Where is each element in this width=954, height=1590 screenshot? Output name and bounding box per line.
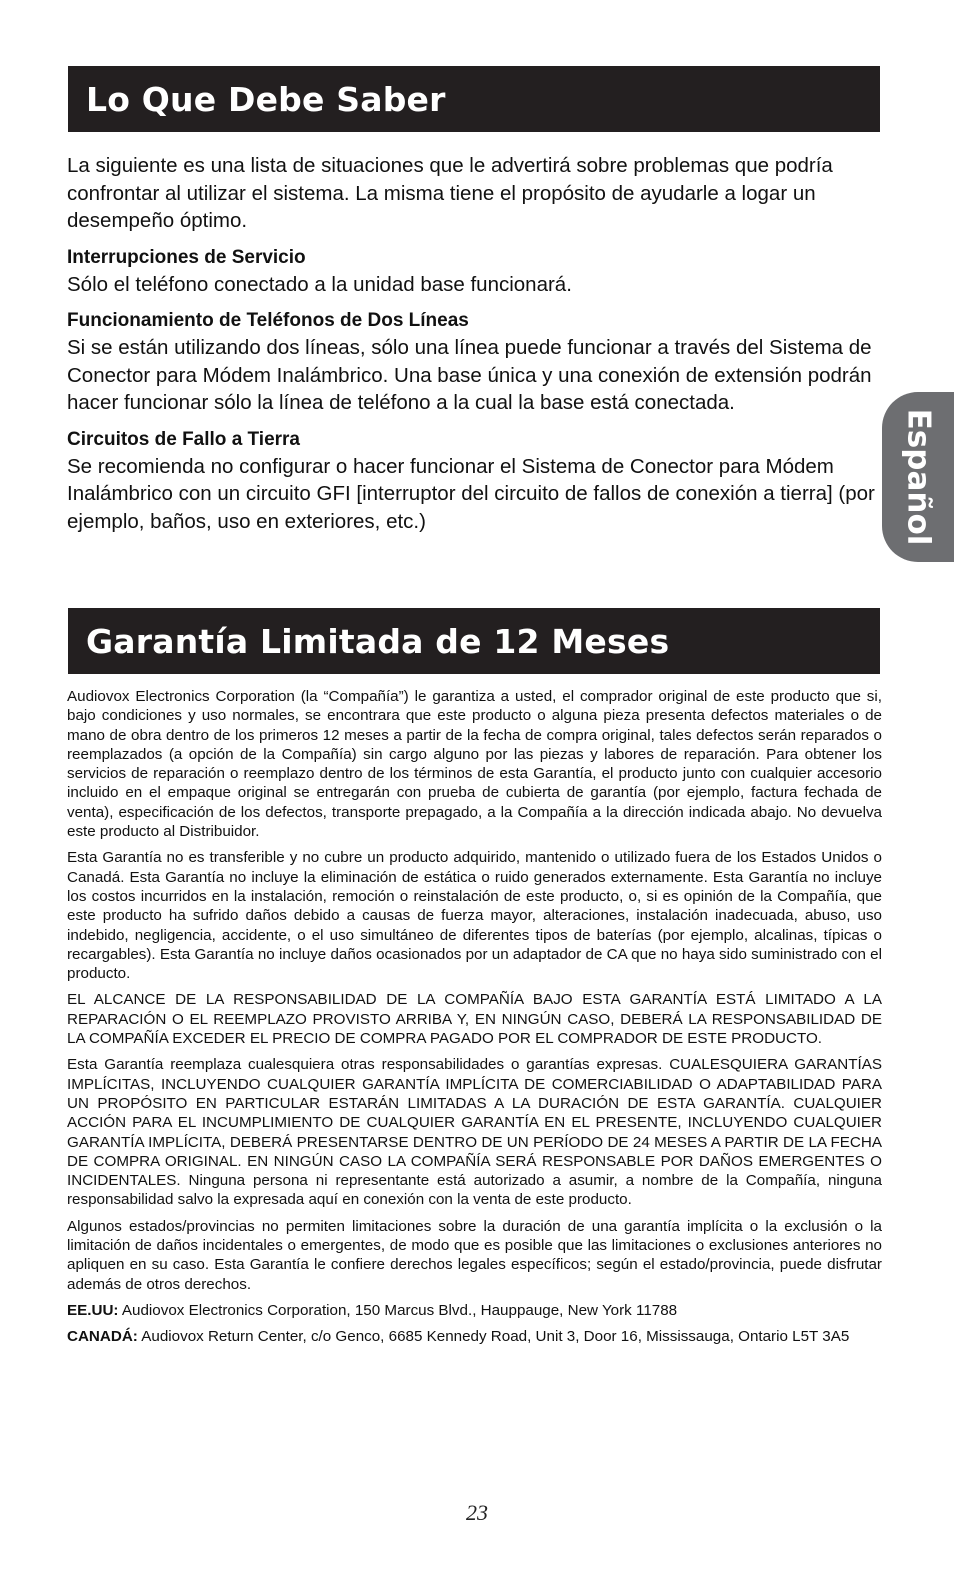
language-tab-label: Español bbox=[900, 408, 937, 546]
warranty-paragraph: Audiovox Electronics Corporation (la “Compañía”) le garantiza a usted, el comprador original de este producto que si, bajo condiciones y uso normales, se encontrara que este producto o alguna pieza presenta defectos materiales o de mano de obra dentro de los primeros 12 meses a partir de la fecha de compra original, tales defectos serán reparados o reemplazados (a opción de la Compañía) sin cargo alguno por las piezas y labores de reparación. Para obtener los servicios de reparación o reemplazo dentro de los términos de esta Garantía, el producto junto con cualquier accesorio incluido en el empaque original se entregarán con prueba de cubierta de garantía (por ejemplo, factura fechada de venta), especificación de los defectos, transporte prepagado, a la Compañía a la dirección indicada abajo. No devuelva este producto al Distribuidor. bbox=[67, 688, 882, 841]
section-header-bar bbox=[68, 66, 880, 132]
address-text: Audiovox Electronics Corporation, 150 Marcus Blvd., Hauppauge, New York 11788 bbox=[121, 1301, 678, 1319]
notice-item bbox=[67, 427, 882, 536]
address-label: EE.UU: bbox=[67, 1301, 119, 1319]
section-title: Lo Que Debe Saber bbox=[86, 79, 446, 119]
address-label: CANADÁ: bbox=[67, 1328, 138, 1346]
what-to-know-section bbox=[67, 152, 882, 545]
notice-heading: Funcionamiento de Teléfonos de Dos Líneas bbox=[67, 310, 469, 331]
page-number: 23 bbox=[466, 1500, 488, 1525]
address-usa bbox=[67, 1301, 882, 1320]
notice-text: Si se están utilizando dos líneas, sólo una línea puede funcionar a través del Sistema de Conector para Módem Inalámbrico. Una base única y una conexión de extensión podrán hacer funcionar sólo la línea de teléfono a la cual la base está conectada. bbox=[67, 336, 872, 414]
notice-heading: Circuitos de Fallo a Tierra bbox=[67, 428, 301, 450]
address-canada bbox=[67, 1327, 882, 1346]
warranty-paragraph: EL ALCANCE DE LA RESPONSABILIDAD DE LA COMPAÑÍA BAJO ESTA GARANTÍA ESTÁ LIMITADO A LA REPARACIÓN O EL REEMPLAZO PROVISTO ARRIBA Y, EN NINGÚN CASO, DEBERÁ LA RESPONSABILIDAD DE LA COMPAÑÍA EXCEDER EL PRECIO DE COMPRA PAGADO POR EL COMPRADOR DE ESTE PRODUCTO. bbox=[67, 991, 882, 1048]
notice-text: Sólo el teléfono conectado a la unidad base funcionará. bbox=[67, 272, 572, 296]
notice-text: Se recomienda no configurar o hacer funcionar el Sistema de Conector para Módem Inalámbrico con un circuito GFI [interruptor del circuito de fallos de conexión a tierra] (por ejemplo, baños, uso en exteriores, etc.) bbox=[67, 454, 875, 533]
language-side-tab bbox=[882, 392, 954, 562]
warranty-paragraph: Algunos estados/provincias no permiten limitaciones sobre la duración de una garantía implícita o la exclusión o la limitación de daños incidentales o emergentes, de modo que es posible que las limitaciones o exclusiones anteriores no apliquen en su caso. Esta Garantía le confiere derechos legales específicos; según el estado/provincia, puede disfrutar además de otros derechos. bbox=[67, 1217, 882, 1293]
warranty-section bbox=[67, 687, 882, 1354]
notice-heading: Interrupciones de Servicio bbox=[67, 246, 306, 268]
notice-item bbox=[67, 245, 882, 299]
intro-paragraph: La siguiente es una lista de situaciones que le advertirá sobre problemas que podría confrontar al utilizar el sistema. La misma tiene el propósito de ayudarle a logar un desempeño óptimo. bbox=[67, 154, 833, 232]
address-text: Audiovox Return Center, c/o Genco, 6685 Kennedy Road, Unit 3, Door 16, Mississauga, Ontario L5T 3A5 bbox=[141, 1328, 850, 1346]
warranty-paragraph: Esta Garantía reemplaza cualesquiera otras responsabilidades o garantías expresas. CUALESQUIERA GARANTÍAS IMPLÍCITAS, INCLUYENDO CUALQUIER GARANTÍA IMPLÍCITA DE COMERCIABILIDAD O ADAPTABILIDAD PARA UN PROPÓSITO EN PARTICULAR ESTARÁN LIMITADAS A LA DURACIÓN DE ESTA GARANTÍA. CUALQUIER ACCIÓN PARA EL INCUMPLIMIENTO DE CUALQUIER GARANTÍA EN EL PRESENTE, INCLUYENDO CUALQUIER GARANTÍA IMPLÍCITA, DEBERÁ PRESENTARSE DENTRO DE UN PERÍODO DE 24 MESES A PARTIR DE LA FECHA DE COMPRA ORIGINAL. EN NINGÚN CASO LA COMPAÑÍA SERÁ RESPONSABLE POR DAÑOS EMERGENTES O INCIDENTALES. Ninguna persona ni representante está autorizado a asumir, a nombre de la Compañía, ninguna responsabilidad salvo la expresada aquí en conexión con la venta de este producto. bbox=[67, 1056, 882, 1209]
section-header-bar bbox=[68, 608, 880, 674]
notice-item bbox=[67, 308, 882, 417]
section-title: Garantía Limitada de 12 Meses bbox=[86, 621, 670, 661]
warranty-paragraph: Esta Garantía no es transferible y no cubre un producto adquirido, mantenido o utilizado fuera de los Estados Unidos o Canadá. Esta Garantía no incluye la eliminación de estática o ruido generados externamente. Esta Garantía no incluye los costos incurridos en la instalación, remoción o reinstalación de este producto, o, si es opinión de la Compañía, que este producto ha sufrido daños debido a causas de fuerza mayor, alteraciones, instalación inadecuada, abuso, uso indebido, negligencia, accidente, o el uso simultáneo de diferentes tipos de baterías (por ejemplo, alcalinas, típicas o recargables). Esta Garantía no incluye daños ocasionados por un adaptador de CA que no haya sido suministrado con el producto. bbox=[67, 849, 882, 983]
